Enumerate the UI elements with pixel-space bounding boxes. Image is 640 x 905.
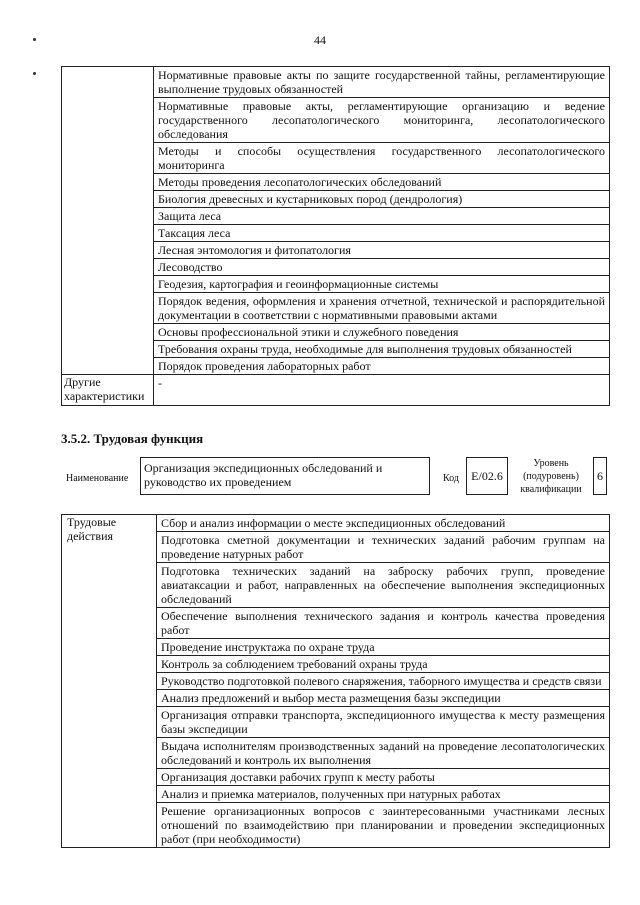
table-cell: Организация отправки транспорта, экспедиционного имущества к месту размещения базы экспедиции bbox=[157, 707, 610, 738]
table-cell: Порядок проведения лабораторных работ bbox=[154, 358, 610, 375]
table-cell: Проведение инструктажа по охране труда bbox=[157, 639, 610, 656]
name-label: Наименование bbox=[66, 473, 129, 484]
knowledge-table bbox=[61, 66, 610, 406]
table-cell: Таксация леса bbox=[154, 225, 610, 242]
table-cell: Сбор и анализ информации о месте экспедиционных обследований bbox=[157, 515, 610, 532]
actions-label: Трудовые действия bbox=[62, 515, 157, 848]
table-row bbox=[62, 515, 610, 532]
table-cell: Подготовка сметной документации и технических заданий рабочим группам на проведение натурных работ bbox=[157, 532, 610, 563]
table-cell: Защита леса bbox=[154, 208, 610, 225]
table-cell: Обеспечение выполнения технического задания и контроль качества проведения работ bbox=[157, 608, 610, 639]
table-cell: Нормативные правовые акты по защите государственной тайны, регламентирующие выполнение трудовых обязанностей bbox=[154, 67, 610, 98]
function-name-box: Организация экспедиционных обследований и руководство их проведением bbox=[140, 457, 430, 495]
function-header bbox=[61, 457, 616, 502]
level-label-line: Уровень bbox=[533, 458, 569, 469]
actions-table bbox=[61, 514, 610, 848]
qualification-level-label bbox=[511, 457, 591, 496]
margin-mark bbox=[33, 38, 36, 41]
table-cell: Организация доставки рабочих групп к месту работы bbox=[157, 769, 610, 786]
table-cell: Подготовка технических заданий на заброску рабочих групп, проведение авиатаксации и работ, направленных на обеспечение выполнения экспедиционных обследований bbox=[157, 563, 610, 608]
table-cell: Биология древесных и кустарниковых пород (дендрология) bbox=[154, 191, 610, 208]
table-cell: Контроль за соблюдением требований охраны труда bbox=[157, 656, 610, 673]
level-label-line: квалификации bbox=[520, 484, 582, 495]
table-cell: Лесоводство bbox=[154, 259, 610, 276]
table-cell: Лесная энтомология и фитопатология bbox=[154, 242, 610, 259]
table-cell: Методы и способы осуществления государственного лесопатологического мониторинга bbox=[154, 143, 610, 174]
table-cell: Выдача исполнителям производственных заданий на проведение лесопатологических обследований и контроль их выполнения bbox=[157, 738, 610, 769]
code-label: Код bbox=[443, 473, 459, 484]
margin-mark bbox=[33, 72, 36, 75]
table-row bbox=[62, 67, 610, 98]
qualification-level-box: 6 bbox=[593, 457, 607, 495]
other-characteristics-label: Другие характеристики bbox=[62, 375, 154, 406]
function-code-box: E/02.6 bbox=[466, 457, 508, 495]
table-cell: Основы профессиональной этики и служебного поведения bbox=[154, 324, 610, 341]
section-title: 3.5.2. Трудовая функция bbox=[61, 431, 204, 446]
table-cell: Методы проведения лесопатологических обследований bbox=[154, 174, 610, 191]
table-cell: Порядок ведения, оформления и хранения отчетной, технической и распорядительной документации в соответствии с нормативными правовыми актами bbox=[154, 293, 610, 324]
table-cell: Требования охраны труда, необходимые для выполнения трудовых обязанностей bbox=[154, 341, 610, 358]
table-cell: Руководство подготовкой полевого снаряжения, таборного имущества и средств связи bbox=[157, 673, 610, 690]
table-cell: Анализ предложений и выбор места размещения базы экспедиции bbox=[157, 690, 610, 707]
table-cell: Решение организационных вопросов с заинтересованными участниками лесных отношений по взаимодействию при планировании и проведении экспедиционных работ (при необходимости) bbox=[157, 803, 610, 848]
row-label-empty bbox=[62, 67, 154, 375]
table-cell: Геодезия, картография и геоинформационные системы bbox=[154, 276, 610, 293]
table-cell: Нормативные правовые акты, регламентирующие организацию и ведение государственного лесопатологического мониторинга, лесопатологического обследования bbox=[154, 98, 610, 143]
other-characteristics-value: - bbox=[154, 375, 610, 406]
page-number: 44 bbox=[314, 33, 326, 47]
table-cell: Анализ и приемка материалов, полученных при натурных работах bbox=[157, 786, 610, 803]
table-row bbox=[62, 375, 610, 406]
level-label-line: (подуровень) bbox=[523, 471, 579, 482]
